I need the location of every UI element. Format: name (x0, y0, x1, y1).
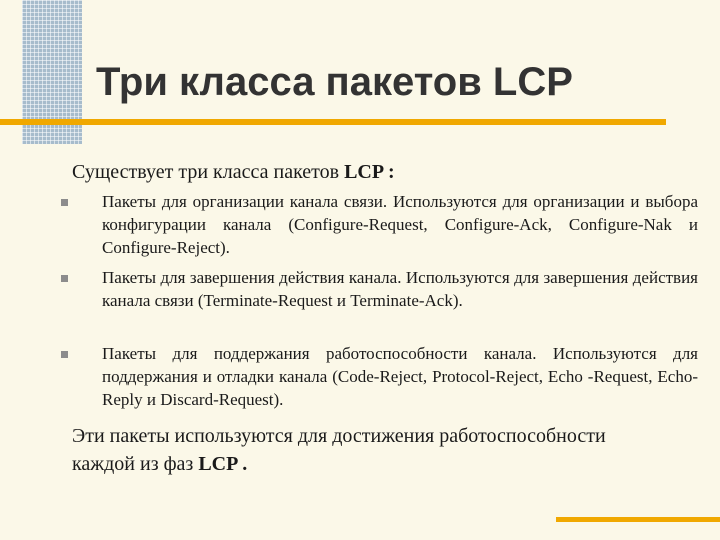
intro-text: Существует три класса пакетов (72, 161, 345, 183)
list-item-text: Пакеты для поддержания работоспособности канала. Используются для поддержания и отладки канала (Code-Reject, Protocol-Reject, Echo -Request, Echo-Reply и Discard-Request). (102, 344, 698, 409)
outro-paragraph (72, 422, 632, 478)
outro-bold-text: LCP . (198, 453, 248, 475)
list-item (102, 266, 698, 312)
footer-accent-rule (556, 517, 720, 522)
square-bullet-icon (61, 351, 68, 358)
list-item-text: Пакеты для организации канала связи. Используются для организации и выбора конфигурации канала (Configure-Request, Configure-Ack, Configure-Nak и Configure-Reject). (102, 192, 698, 257)
list-item (102, 190, 698, 259)
slide-title: Три класса пакетов LCP (96, 60, 573, 104)
outro-text: Эти пакеты используются для достижения работоспособности каждой из фаз (72, 425, 606, 475)
intro-bold-text: LCP : (344, 161, 395, 183)
title-underline (0, 119, 666, 125)
list-item-text: Пакеты для завершения действия канала. Используются для завершения действия канала связи (Terminate-Request и Terminate-Ack). (102, 268, 698, 310)
square-bullet-icon (61, 275, 68, 282)
intro-paragraph (72, 160, 395, 184)
square-bullet-icon (61, 199, 68, 206)
list-item (102, 342, 698, 411)
